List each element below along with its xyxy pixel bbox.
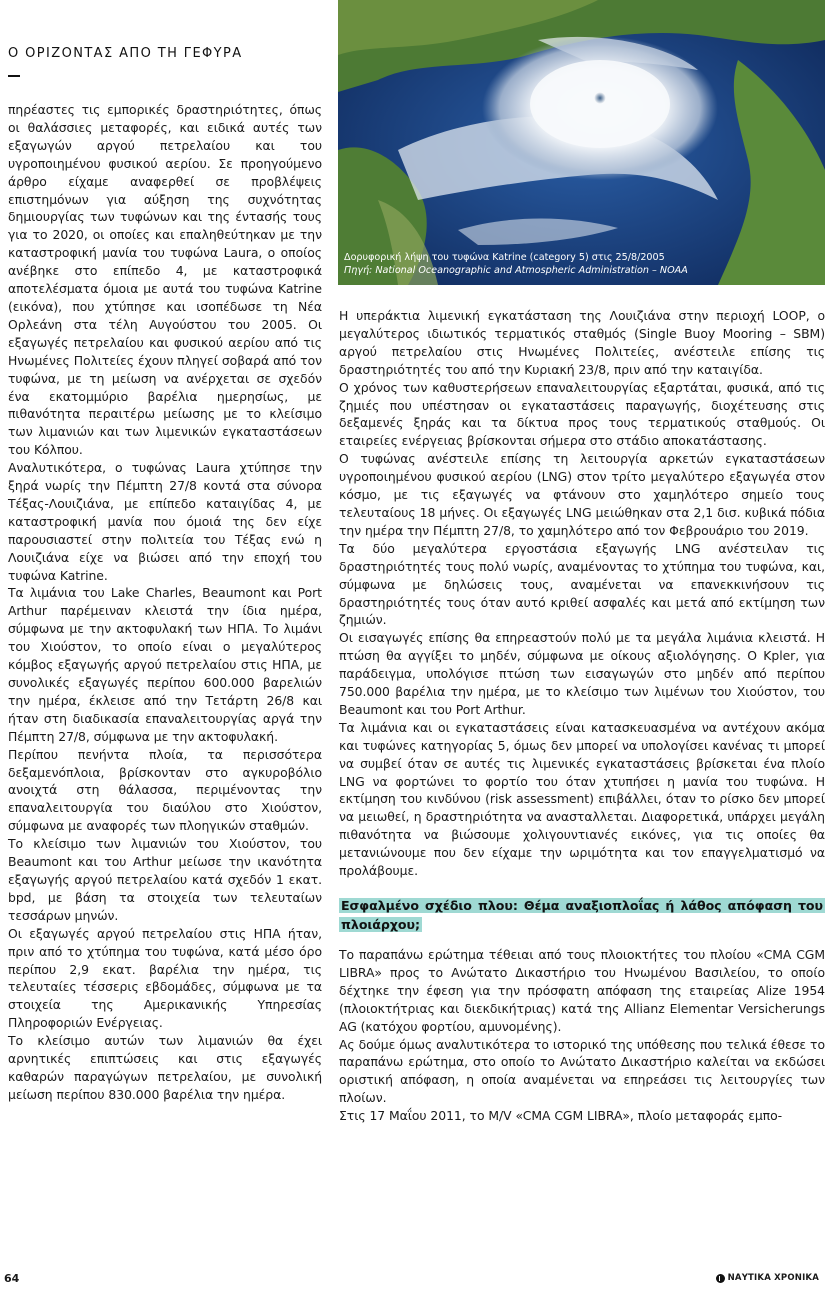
right-column — [339, 307, 825, 1125]
section-title: Ο ΟΡΙΖΟΝΤΑΣ ΑΠΟ ΤΗ ΓΕΦΥΡΑ — [8, 46, 243, 61]
paragraph: Το παραπάνω ερώτημα τέθειαι από τους πλοιοκτήτες του πλοίου «CMA CGM LIBRA» προς το Ανώτατο Δικαστήριο του Ηνωμένου Βασιλείου, το οποίο δέχτηκε την έφεση για την πρόσφατη απόφαση της εταιρείας Alize 1954 (πλοιοκτήτριας και διεκδικήτριας) κατά της Allianz Elementar Versicherungs AG (κατόχου φορτίου, αμυνομένης). — [339, 947, 825, 1034]
paragraph: Τα δύο μεγαλύτερα εργοστάσια εξαγωγής LNG ανέστειλαν τις δραστηριότητές τους πολύ νωρίς, αναμένοντας το χτύπημα του τυφώνα, και, σύμφωνα με δηλώσεις τους, αναμένεται να επανεκκινήσουν τις δραστηριότητές τους όταν αυτό κριθεί ασφαλές και μετά από εκτίμηση των ζημιών. — [339, 540, 825, 628]
paragraph: Αναλυτικότερα, ο τυφώνας Laura χτύπησε την ξηρά νωρίς την Πέμπτη 27/8 κοντά στα σύνορα Τέξας-Λουιζιάνα, με επίπεδο καταιγίδας 4, με καταστροφική μανία που όμοιά της δεν είχε παρουσιαστεί στην πολιτεία του Τέξας ενώ η Λουιζιάνα είχε να βιώσει από την εποχή του τυφώνα Katrine. — [8, 460, 322, 583]
paragraph: Οι εισαγωγές επίσης θα επηρεαστούν πολύ με τα μεγάλα λιμάνια κλειστά. Η πτώση θα αγγίξει το μηδέν, σύμφωνα με οίκους αξιολόγησης. Ο Kpler, για παράδειγμα, υπολόγισε πτώση των εισαγωγών στο μηδέν από περίπου 750.000 βαρέλια την ημέρα, με το κλείσιμο των λιμένων του Χιούστον, του Beaumont και του Port Arthur. — [339, 630, 825, 717]
subheading-text: Εσφαλμένο σχέδιο πλου: Θέμα αναξιοπλοΐας ή λάθος απόφαση του πλοιάρχου; — [341, 898, 823, 932]
paragraph: Ας δούμε όμως αναλυτικότερα το ιστορικό της υπόθεσης που τελικά έθεσε το παραπάνω ερώτημα, στο οποίο το Ανώτατο Δικαστήριο καλείται να εκδώσει οριστική απόφαση, η οποία αναμένεται να επηρεάσει τις λειτουργίες των πλοίων. — [339, 1036, 825, 1106]
paragraph: Ο χρόνος των καθυστερήσεων επαναλειτουργίας εξαρτάται, φυσικά, από τις ζημιές που υπέστησαν οι εγκαταστάσεις παραγωγής, διοχέτευσης στις δεξαμενές ξηράς και τα δίκτυα προς τους τερματικούς σταθμούς. Οι εταιρείες ενέργειας βρίσκονται σήμερα στο στάδιο αποκατάστασης. — [339, 379, 825, 449]
paragraph: Η υπεράκτια λιμενική εγκατάσταση της Λουιζιάνα στην περιοχή LOOP, ο μεγαλύτερος ιδιωτικός τερματικός σταθμός (Single Buoy Mooring – SBM) αργού πετρελαίου στις Ηνωμένες Πολιτείες, ανέστειλε επίσης τις δραστηριότητές του από την Κυριακή 23/8, πριν από την καταιγίδα. — [339, 308, 825, 377]
section-subheading — [339, 896, 825, 934]
paragraph: Τα λιμάνια του Lake Charles, Beaumont και Port Arthur παρέμειναν κλειστά την ίδια ημέρα, σύμφωνα με την ακτοφυλακή των ΗΠΑ. Το λιμάνι του Χιούστον, το οποίο είναι ο μεγαλύτερος κόμβος εξαγωγής αργού πετρελαίου στις ΗΠΑ, με συνολικές εξαγωγές περίπου 600.000 βαρελιών την ημέρα, έκλεισε από την Τετάρτη 26/8 και ήταν στη διαδικασία επαναλειτουργίας αργά την Πέμπτη 27/8, σύμφωνα με την ακτοφυλακή. — [8, 585, 322, 744]
left-column — [8, 101, 322, 1104]
paragraph: Στις 17 Μαΐου 2011, το M/V «CMA CGM LIBRA», πλοίο μεταφοράς εμπο- — [339, 1108, 783, 1124]
paragraph: πηρέαστες τις εμπορικές δραστηριότητες, όπως οι θαλάσσιες μεταφορές, και ειδικά αυτές των εξαγωγών αργού πετρελαίου και του υγροποιημένου φυσικού αερίου. Σε προηγούμενο άρθρο είχαμε αναφερθεί σε προβλέψεις επιστημόνων για αύξηση της συχνότητας δημιουργίας των τυφώνων και της έντασής τους για το 2020, οι οποίες και επαληθεύτηκαν με την καταστροφική μανία του τυφώνα Laura, ο οποίος ανέβηκε στο επίπεδο 4, με καταστροφικά αποτελέσματα όμοια με αυτά του τυφώνα Katrine (εικόνα), που χτύπησε και ισοπέδωσε τη Νέα Ορλεάνη στα τέλη Αυγούστου του 2005. Οι εξαγωγές πετρελαίου και φυσικού αερίου από τις Ηνωμένες Πολιτείες έχουν πληγεί σοβαρά από τον τυφώνα, με τη μείωση να ανέρχεται σε σχεδόν ένα εκατομμύριο βαρέλια ημερησίως, με πιθανότητα περαιτέρω μείωσης με το κλείσιμο των λιμανιών και των λιμενικών εγκαταστάσεων του Κόλπου. — [8, 102, 322, 458]
paragraph: Το κλείσιμο των λιμανιών του Χιούστον, του Beaumont και του Arthur μείωσε την ικανότητα εξαγωγής αργού πετρελαίου κατά σχεδόν 1 εκατ. bpd, με βάση τα στοιχεία των τελευταίων τεσσάρων μηνών. — [8, 836, 322, 923]
paragraph: Ο τυφώνας ανέστειλε επίσης τη λειτουργία αρκετών εγκαταστάσεων υγροποιημένου φυσικού αερίου (LNG) στον τρίτο μεγαλύτερο εξαγωγέα στον κόσμο, με τις εξαγωγές να φτάνουν στο χαμηλότερο σημείο τους τελευταίους 18 μήνες. Οι εξαγωγές LNG μειώθηκαν στα 2,1 δισ. κυβικά πόδια την ημέρα την Πέμπτη 27/8, το χαμηλότερο από τον Φεβρουάριο του 2019. — [339, 451, 825, 538]
paragraph: Περίπου πενήντα πλοία, τα περισσότερα δεξαμενόπλοια, βρίσκονταν στο αγκυροβόλιο ανοιχτά στη θάλασσα, περιμένοντας την επαναλειτουργία του διαύλου στο Χιούστον, σύμφωνα με αναφορές των πλοηγικών σταθμών. — [8, 746, 322, 834]
photo-caption — [344, 252, 821, 277]
publication-logo — [716, 1273, 819, 1283]
paragraph: Τα λιμάνια και οι εγκαταστάσεις είναι κατασκευασμένα να αντέχουν ακόμα και τυφώνες κατηγορίας 5, όμως δεν μπορεί να υπολογίσει κανένας τι μπορεί να συμβεί όταν σε αυτές τις λιμενικές εγκαταστάσεις βρίσκεται ένα πλοίο LNG να φορτώνει το φορτίο του όταν χτυπήσει η μανία του τυφώνα. Η εκτίμηση του κινδύνου (risk assessment) επιβάλλει, όταν το ρίσκο δεν μπορεί να μειωθεί, η δραστηριότητα να ανασταλλεται. Διαφορετικά, υπάρχει μεγάλη πιθανότητα να βιώσουμε χολιγουντιανές εικόνες, για τις οποίες θα μετανιώνουμε που δεν είχαμε την ωριμότητα και τον επαγγελματισμό να προλάβουμε. — [339, 719, 825, 879]
publication-logo-icon — [716, 1274, 725, 1283]
hurricane-satellite-photo — [338, 0, 825, 285]
caption-title: Δορυφορική λήψη του τυφώνα Katrine (category 5) στις 25/8/2005 — [344, 252, 665, 263]
page-number: 64 — [4, 1272, 20, 1285]
satellite-image — [338, 0, 825, 285]
publication-name: ΝΑΥΤΙΚΑ ΧΡΟΝΙΚΑ — [727, 1273, 819, 1283]
paragraph: Οι εξαγωγές αργού πετρελαίου στις ΗΠΑ ήταν, πριν από το χτύπημα του τυφώνα, κατά μέσο όρο περίπου 2,9 εκατ. βαρέλια την ημέρα, τις τελευταίες τέσσερις εβδομάδες, σύμφωνα με τα στοιχεία της Αμερικανικής Υπηρεσίας Πληροφοριών Ενέργειας. — [8, 925, 322, 1031]
caption-source: Πηγή: National Oceanographic and Atmospheric Administration – NOAA — [344, 264, 688, 276]
paragraph: Το κλείσιμο αυτών των λιμανιών θα έχει αρνητικές επιπτώσεις και στις εξαγωγές καθαρών παραγώγων πετρελαίου, με συνολική μείωση περίπου 830.000 βαρέλια την ημέρα. — [8, 1033, 322, 1102]
title-rule — [8, 75, 20, 77]
